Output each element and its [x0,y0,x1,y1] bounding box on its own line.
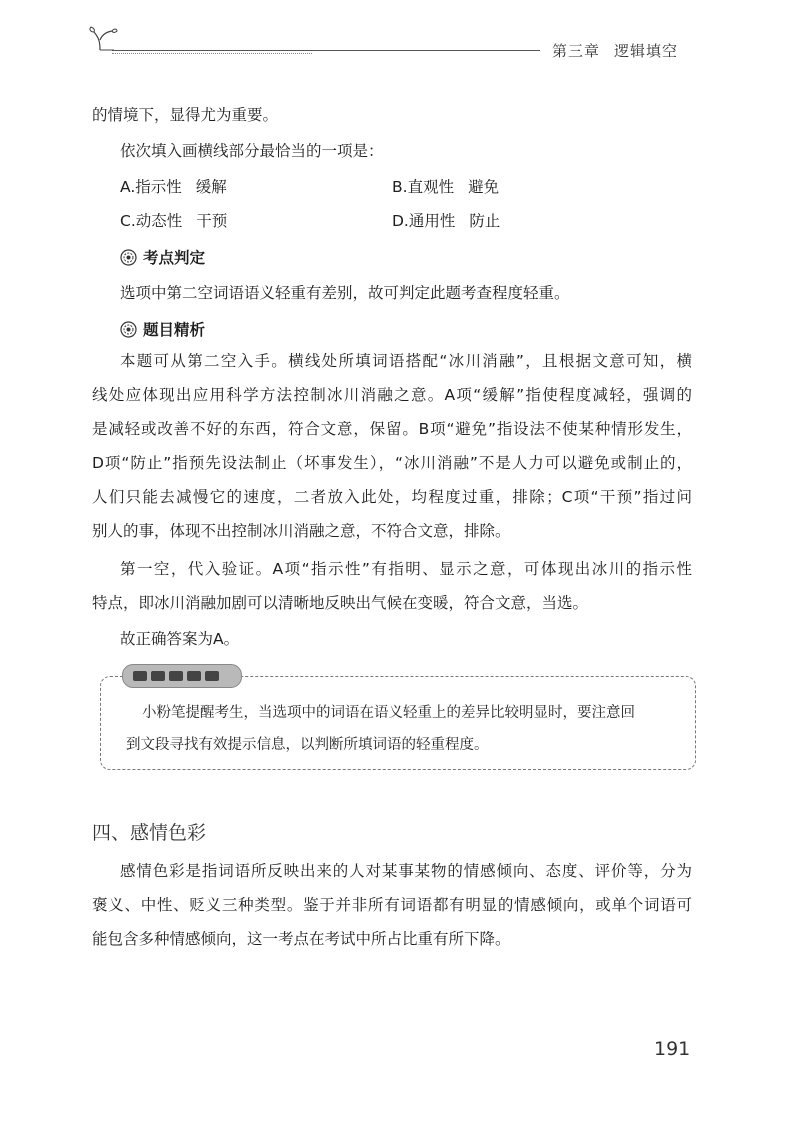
option-word-2: 避免 [468,178,500,196]
question-stem: 依次填入画横线部分最恰当的一项是： [120,142,384,160]
section-title: 四、感情色彩 [92,822,207,844]
tip-line: 小粉笔提醒考生，当选项中的词语在语义轻重上的差异比较明显时，要注意回 [142,705,635,721]
option-letter: C. [120,212,136,230]
running-header [552,40,678,61]
verify-line: 特点，即冰川消融加剧可以清晰地反映出气候在变暖，符合文意，当选。 [92,594,589,612]
option-b [392,176,499,198]
option-letter: B. [392,178,408,196]
analysis-line: 线处应体现出应用科学方法控制冰川消融之意。A项“缓解”指使程度减轻，强调的 [92,386,692,404]
option-word-2: 防止 [469,212,501,230]
option-word-1: 通用性 [408,212,456,230]
option-word-1: 指示性 [135,178,182,196]
tip-badge [122,664,242,688]
jingxi-title: 题目精析 [143,321,206,339]
option-a [120,176,227,198]
kaodian-heading [120,246,205,268]
tip-line: 到文段寻找有效提示信息，以判断所填词语的轻重程度。 [126,737,489,753]
analysis-line: 本题可从第二空入手。横线处所填词语搭配“冰川消融”，且根据文意可知，横 [120,352,692,370]
section-line: 感情色彩是指词语所反映出来的人对某事某物的情感倾向、态度、评价等，分为 [120,862,692,880]
option-word-1: 直观性 [407,178,455,196]
section-line: 能包含多种情感倾向，这一考点在考试中所占比重有所下降。 [92,930,511,948]
flower-bullet-icon [120,249,137,266]
option-word-1: 动态性 [135,212,183,230]
jingxi-heading [120,318,205,340]
tip-badge-art [123,665,241,687]
option-letter: A. [120,178,136,196]
verify-line: 第一空，代入验证。A项“指示性”有指明、显示之意，可体现出冰川的指示性 [120,560,692,578]
header-rule [112,50,540,51]
kaodian-title: 考点判定 [143,249,206,267]
header-dotted-rule [112,53,312,54]
analysis-line: 人们只能去减慢它的速度，二者放入此处，均程度过重，排除；C项“干预”指过问 [92,488,692,506]
paragraph-tail: 的情境下，显得尤为重要。 [92,106,279,124]
option-d [392,210,500,232]
section-line: 褒义、中性、贬义三种类型。鉴于并非所有词语都有明显的情感倾向，或单个词语可 [92,896,692,914]
analysis-line: 别人的事，体现不出控制冰川消融之意，不符合文意，排除。 [92,522,511,540]
answer-line: 故正确答案为A。 [120,630,240,648]
analysis-line: D项“防止”指预先设法制止（坏事发生），“冰川消融”不是人力可以避免或制止的， [92,454,692,472]
chapter-number: 第三章 [552,42,601,60]
sprout-icon [88,26,118,52]
option-c [120,210,227,232]
kaodian-text: 选项中第二空词语语义轻重有差别，故可判定此题考查程度轻重。 [120,284,570,302]
analysis-line: 是减轻或改善不好的东西，符合文意，保留。B项“避免”指设法不使某种情形发生， [92,420,692,438]
option-letter: D. [392,212,409,230]
option-word-2: 缓解 [195,178,227,196]
option-word-2: 干预 [196,212,228,230]
chapter-title: 逻辑填空 [614,42,679,60]
page-number: 191 [654,1038,691,1060]
flower-bullet-icon [120,321,137,338]
